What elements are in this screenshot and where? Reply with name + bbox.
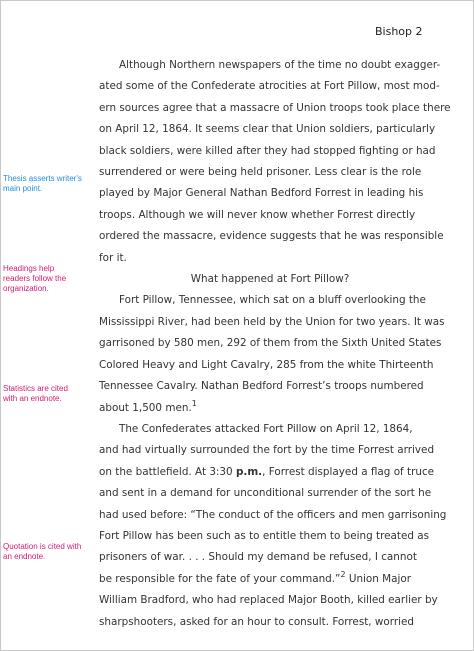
section-heading: What happened at Fort Pillow? [190, 273, 350, 286]
text-segment: on the battlefield. At 3:30 [99, 465, 236, 478]
text-line: The Confederates attacked Fort Pillow on April 12, 1864, [119, 422, 413, 435]
text-line: troops. Although we will never know whether Forrest directly [99, 208, 416, 221]
text-line: on April 12, 1864. It seems clear that Union soldiers, particularly [99, 123, 436, 136]
text-segment: Union Major [345, 572, 412, 585]
margin-note-thesis: Thesis asserts writer's main point. [3, 174, 82, 193]
text-line [99, 398, 441, 419]
text-line: ated some of the Confederate atrocities at Fort Pillow, most mod- [99, 80, 440, 93]
text-line: and sent in a demand for unconditional surrender of the sort he [99, 487, 432, 500]
text-line: Fort Pillow, Tennessee, which sat on a bluff overlooking the [119, 294, 426, 307]
text-segment: about 1,500 men. [99, 401, 192, 414]
text-line [99, 569, 441, 590]
text-line: Mississippi River, had been held by the Union for two years. It was [99, 315, 445, 328]
text-line: sharpshooters, asked for an hour to consult. Forrest, worried [99, 615, 415, 628]
text-line [99, 462, 441, 483]
text-line: had used before: “The conduct of the officers and men garrisoning [99, 508, 447, 521]
margin-note-quotation: Quotation is cited with an endnote. [3, 542, 82, 561]
text-line: for it. [99, 251, 127, 264]
margin-note-headings: Headings help readers follow the organization. [3, 264, 67, 293]
text-line: and had virtually surrounded the fort by the time Forrest arrived [99, 444, 435, 457]
running-head: Bishop 2 [375, 25, 423, 38]
text-line: Colored Heavy and Light Cavalry, 285 from the white Thirteenth [99, 358, 434, 371]
text-line: Tennessee Cavalry. Nathan Bedford Forrest’s troops numbered [99, 380, 424, 393]
text-line: surrendered or were being held prisoner. Less clear is the role [99, 166, 422, 179]
text-line: ordered the massacre, evidence suggests that he was responsible [99, 230, 444, 243]
text-line: Fort Pillow has been such as to entitle them to being treated as [99, 529, 430, 542]
margin-note-statistics: Statistics are cited with an endnote. [3, 384, 68, 403]
essay-body [99, 55, 451, 633]
text-line: Although Northern newspapers of the time no doubt exagger- [119, 59, 441, 71]
text-line: black soldiers, were killed after they had stopped fighting or had [99, 144, 436, 157]
endnote-marker: 1 [191, 398, 197, 408]
text-line: garrisoned by 580 men, 292 of them from the Sixth United States [99, 337, 442, 350]
text-line: William Bradford, who had replaced Major Booth, killed earlier by [99, 594, 438, 607]
text-line: prisoners of war. . . . Should my demand be refused, I cannot [99, 551, 417, 564]
text-line: ern sources agree that a massacre of Union troops took place there [99, 101, 451, 114]
text-segment: be responsible for the fate of your command.” [99, 572, 341, 585]
text-segment: , Forrest displayed a flag of truce [262, 465, 435, 478]
text-line: played by Major General Nathan Bedford Forrest in leading his [99, 187, 424, 200]
endnote-marker: 2 [340, 569, 346, 579]
time-abbreviation: p.m. [235, 465, 263, 478]
